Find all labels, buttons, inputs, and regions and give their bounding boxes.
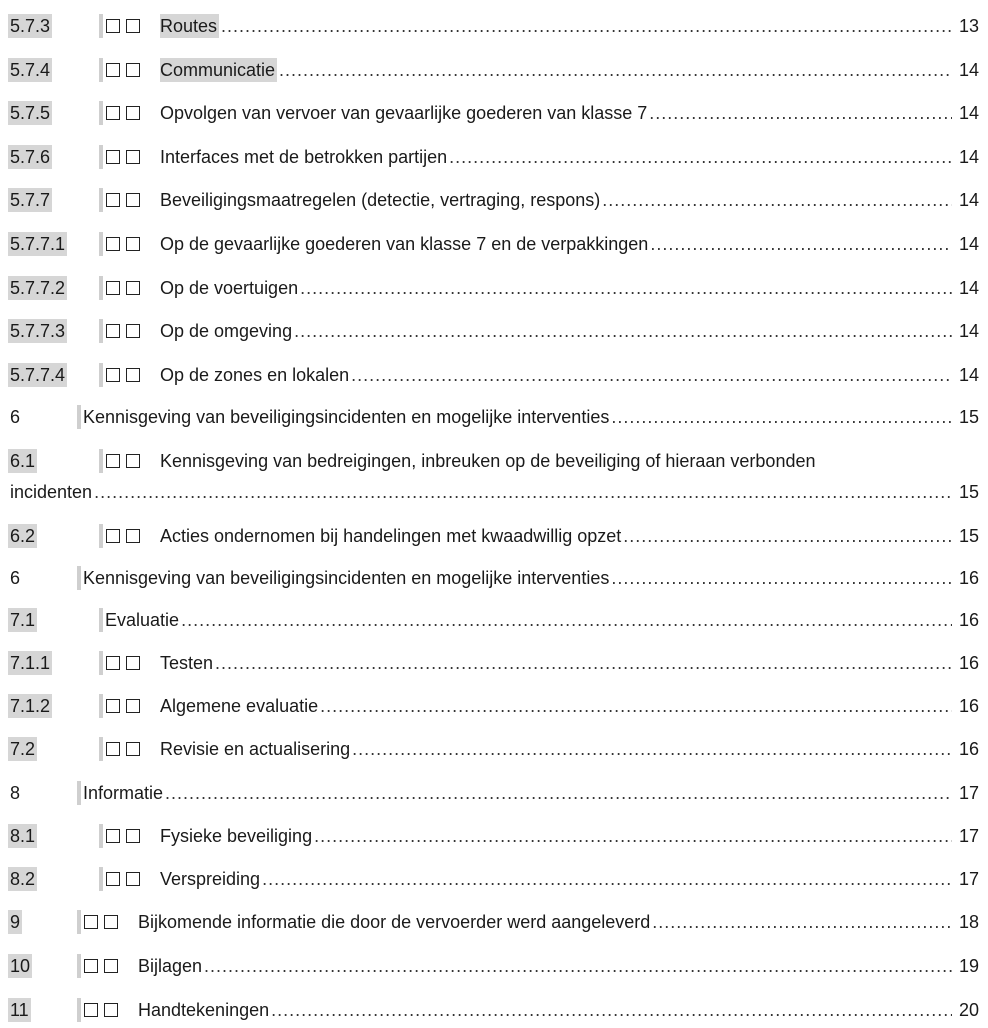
- checkbox-icon: [104, 959, 118, 973]
- toc-entry[interactable]: [0, 867, 988, 891]
- checkbox-icon: [126, 529, 140, 543]
- toc-entry[interactable]: [0, 910, 988, 934]
- toc-entry-page: 17: [958, 826, 979, 846]
- tab-marker: [99, 694, 103, 718]
- toc-entry-number: 8: [10, 783, 21, 803]
- toc-entry-title: Evaluatie: [105, 610, 180, 630]
- toc-entry[interactable]: [0, 694, 988, 718]
- toc-entry-page: 19: [958, 956, 979, 976]
- dot-leader: [649, 101, 952, 125]
- toc-entry[interactable]: [0, 405, 988, 429]
- toc-entry[interactable]: [0, 824, 988, 848]
- checkbox-icon: [126, 106, 140, 120]
- toc-entry-title: Communicatie: [160, 60, 276, 80]
- tab-marker: [77, 566, 81, 590]
- toc-entry-title-continued: incidenten: [10, 482, 93, 502]
- dot-leader: [449, 145, 952, 169]
- dot-leader: [611, 566, 952, 590]
- checkbox-icon: [106, 454, 120, 468]
- toc-entry-title: Op de gevaarlijke goederen van klasse 7 en de verpakkingen: [160, 234, 649, 254]
- toc-entry[interactable]: [0, 145, 988, 169]
- checkbox-icon: [126, 699, 140, 713]
- toc-entry-page: 20: [958, 1000, 979, 1020]
- tab-marker: [99, 524, 103, 548]
- checkbox-pair: [106, 867, 146, 891]
- toc-entry-page: 17: [958, 869, 979, 889]
- toc-entry-title: Algemene evaluatie: [160, 696, 319, 716]
- toc-entry[interactable]: [0, 737, 988, 761]
- dot-leader: [352, 737, 952, 761]
- toc-entry-number: 7.2: [10, 739, 36, 759]
- toc-entry-page: 14: [958, 147, 979, 167]
- toc-entry-number: 9: [10, 912, 21, 932]
- checkbox-pair: [106, 737, 146, 761]
- toc-entry-number: 11: [10, 1000, 29, 1020]
- toc-entry-page: 14: [958, 190, 979, 210]
- checkbox-icon: [126, 237, 140, 251]
- dot-leader: [300, 276, 952, 300]
- toc-entry-page: 16: [958, 739, 979, 759]
- toc-entry-number: 5.7.7.2: [10, 278, 66, 298]
- checkbox-icon: [106, 829, 120, 843]
- checkbox-icon: [106, 281, 120, 295]
- checkbox-icon: [84, 959, 98, 973]
- tab-marker: [99, 449, 103, 473]
- toc-entry-number: 7.1.2: [10, 696, 51, 716]
- dot-leader: [294, 319, 952, 343]
- tab-marker: [77, 405, 81, 429]
- toc-entry-number: 5.7.7.4: [10, 365, 66, 385]
- toc-entry-number: 7.1: [10, 610, 36, 630]
- tab-marker: [77, 998, 81, 1022]
- toc-entry-title: Bijkomende informatie die door de vervoerder werd aangeleverd: [138, 912, 651, 932]
- toc-entry-number: 6.1: [10, 451, 36, 471]
- toc-entry[interactable]: [0, 449, 988, 505]
- tab-marker: [99, 824, 103, 848]
- checkbox-pair: [106, 363, 146, 387]
- toc-entry-page: 14: [958, 60, 979, 80]
- dot-leader: [262, 867, 952, 891]
- dot-leader: [215, 651, 952, 675]
- checkbox-pair: [106, 145, 146, 169]
- toc-entry-page: 14: [958, 103, 979, 123]
- toc-entry-page: 16: [958, 610, 979, 630]
- toc-entry[interactable]: [0, 781, 988, 805]
- toc-entry-title: Kennisgeving van beveiligingsincidenten en mogelijke interventies: [83, 568, 610, 588]
- toc-entry-title: Kennisgeving van beveiligingsincidenten en mogelijke interventies: [83, 407, 610, 427]
- checkbox-pair: [106, 188, 146, 212]
- checkbox-pair: [106, 232, 146, 256]
- checkbox-icon: [106, 193, 120, 207]
- tab-marker: [99, 232, 103, 256]
- checkbox-icon: [106, 872, 120, 886]
- toc-entry-number: 5.7.4: [10, 60, 51, 80]
- dot-leader: [650, 232, 952, 256]
- checkbox-icon: [106, 324, 120, 338]
- tab-marker: [77, 781, 81, 805]
- toc-entry[interactable]: [0, 58, 988, 82]
- toc-entry[interactable]: [0, 524, 988, 548]
- toc-entry-page: 16: [958, 568, 979, 588]
- toc-entry-title: Bijlagen: [138, 956, 203, 976]
- dot-leader: [652, 910, 952, 934]
- checkbox-icon: [106, 656, 120, 670]
- checkbox-icon: [126, 742, 140, 756]
- toc-entry-title: Op de zones en lokalen: [160, 365, 350, 385]
- checkbox-icon: [84, 915, 98, 929]
- toc-entry-page: 16: [958, 653, 979, 673]
- toc-entry-title: Beveiligingsmaatregelen (detectie, vertraging, respons): [160, 190, 601, 210]
- toc-entry[interactable]: [0, 954, 988, 978]
- dot-leader: [279, 58, 952, 82]
- checkbox-icon: [126, 872, 140, 886]
- dot-leader: [602, 188, 952, 212]
- tab-marker: [99, 101, 103, 125]
- toc-entry-page: 18: [958, 912, 979, 932]
- toc-entry[interactable]: [0, 319, 988, 343]
- checkbox-pair: [106, 824, 146, 848]
- tab-marker: [99, 58, 103, 82]
- toc-entry-title: Acties ondernomen bij handelingen met kwaadwillig opzet: [160, 526, 622, 546]
- toc-entry-page: 15: [958, 407, 979, 427]
- toc-entry[interactable]: [0, 101, 988, 125]
- toc-entry[interactable]: [0, 14, 988, 38]
- dot-leader: [351, 363, 952, 387]
- dot-leader: [221, 14, 952, 38]
- checkbox-pair: [106, 449, 146, 473]
- checkbox-pair: [106, 651, 146, 675]
- toc-entry-number: 6: [10, 407, 21, 427]
- tab-marker: [99, 276, 103, 300]
- toc-entry-number: 5.7.7.1: [10, 234, 66, 254]
- tab-marker: [77, 910, 81, 934]
- checkbox-icon: [106, 368, 120, 382]
- toc-entry-page: 13: [958, 16, 979, 36]
- toc-entry-title: Handtekeningen: [138, 1000, 270, 1020]
- checkbox-pair: [106, 14, 146, 38]
- toc-entry-title: Revisie en actualisering: [160, 739, 351, 759]
- toc-entry-page: 14: [958, 234, 979, 254]
- tab-marker: [99, 188, 103, 212]
- toc-entry-number: 8.1: [10, 826, 36, 846]
- toc-entry-page: 15: [958, 482, 979, 502]
- checkbox-icon: [106, 699, 120, 713]
- tab-marker: [99, 145, 103, 169]
- checkbox-pair: [84, 910, 124, 934]
- checkbox-icon: [126, 454, 140, 468]
- toc-entry[interactable]: [0, 363, 988, 387]
- checkbox-pair: [84, 954, 124, 978]
- toc-entry-title: Testen: [160, 653, 214, 673]
- checkbox-pair: [106, 319, 146, 343]
- toc-entry[interactable]: [0, 232, 988, 256]
- toc-entry-number: 7.1.1: [10, 653, 51, 673]
- dot-leader: [94, 480, 952, 504]
- checkbox-icon: [126, 150, 140, 164]
- dot-leader: [204, 954, 952, 978]
- checkbox-pair: [106, 694, 146, 718]
- tab-marker: [99, 651, 103, 675]
- checkbox-icon: [106, 106, 120, 120]
- dot-leader: [320, 694, 952, 718]
- toc-entry[interactable]: [0, 651, 988, 675]
- checkbox-icon: [126, 656, 140, 670]
- toc-entry-page: 15: [958, 526, 979, 546]
- checkbox-icon: [106, 529, 120, 543]
- toc-entry-page: 14: [958, 278, 979, 298]
- toc-entry-page: 16: [958, 696, 979, 716]
- tab-marker: [99, 363, 103, 387]
- checkbox-icon: [126, 324, 140, 338]
- toc-entry[interactable]: [0, 566, 988, 590]
- toc-entry-page: 14: [958, 365, 979, 385]
- checkbox-icon: [104, 915, 118, 929]
- checkbox-icon: [106, 19, 120, 33]
- toc-entry-title: Verspreiding: [160, 869, 261, 889]
- toc-entry-number: 5.7.3: [10, 16, 51, 36]
- toc-entry-number: 6: [10, 568, 21, 588]
- toc-entry[interactable]: [0, 188, 988, 212]
- toc-entry-number: 5.7.7: [10, 190, 51, 210]
- dot-leader: [271, 998, 952, 1022]
- toc-entry[interactable]: [0, 998, 988, 1022]
- toc-entry-title: Interfaces met de betrokken partijen: [160, 147, 448, 167]
- toc-entry-page: 14: [958, 321, 979, 341]
- checkbox-pair: [106, 101, 146, 125]
- toc-entry-number: 6.2: [10, 526, 36, 546]
- checkbox-icon: [126, 281, 140, 295]
- checkbox-icon: [106, 150, 120, 164]
- toc-entry-title: Informatie: [83, 783, 164, 803]
- checkbox-icon: [106, 63, 120, 77]
- toc-entry-title: Fysieke beveiliging: [160, 826, 313, 846]
- toc-entry-title: Opvolgen van vervoer van gevaarlijke goederen van klasse 7: [160, 103, 648, 123]
- toc-entry-number: 5.7.6: [10, 147, 51, 167]
- checkbox-icon: [126, 19, 140, 33]
- tab-marker: [99, 608, 103, 632]
- dot-leader: [181, 608, 952, 632]
- checkbox-pair: [106, 276, 146, 300]
- tab-marker: [77, 954, 81, 978]
- checkbox-pair: [84, 998, 124, 1022]
- toc-entry-number: 8.2: [10, 869, 36, 889]
- checkbox-icon: [126, 829, 140, 843]
- toc-entry-title: Kennisgeving van bedreigingen, inbreuken op de beveiliging of hieraan verbonden: [160, 451, 816, 471]
- checkbox-icon: [126, 368, 140, 382]
- dot-leader: [611, 405, 952, 429]
- checkbox-icon: [104, 1003, 118, 1017]
- toc-entry[interactable]: [0, 276, 988, 300]
- checkbox-pair: [106, 58, 146, 82]
- tab-marker: [99, 319, 103, 343]
- tab-marker: [99, 867, 103, 891]
- dot-leader: [165, 781, 952, 805]
- toc-entry-page: 17: [958, 783, 979, 803]
- checkbox-icon: [106, 742, 120, 756]
- dot-leader: [623, 524, 952, 548]
- toc-entry-number: 10: [10, 956, 31, 976]
- checkbox-pair: [106, 524, 146, 548]
- tab-marker: [99, 14, 103, 38]
- checkbox-icon: [106, 237, 120, 251]
- toc-entry-number: 5.7.7.3: [10, 321, 66, 341]
- dot-leader: [314, 824, 952, 848]
- tab-marker: [99, 737, 103, 761]
- checkbox-icon: [126, 193, 140, 207]
- toc-entry-number: 5.7.5: [10, 103, 51, 123]
- checkbox-icon: [84, 1003, 98, 1017]
- toc-entry[interactable]: [0, 608, 988, 632]
- toc-entry-title: Routes: [160, 16, 218, 36]
- checkbox-icon: [126, 63, 140, 77]
- toc-entry-title: Op de voertuigen: [160, 278, 299, 298]
- toc-entry-title: Op de omgeving: [160, 321, 293, 341]
